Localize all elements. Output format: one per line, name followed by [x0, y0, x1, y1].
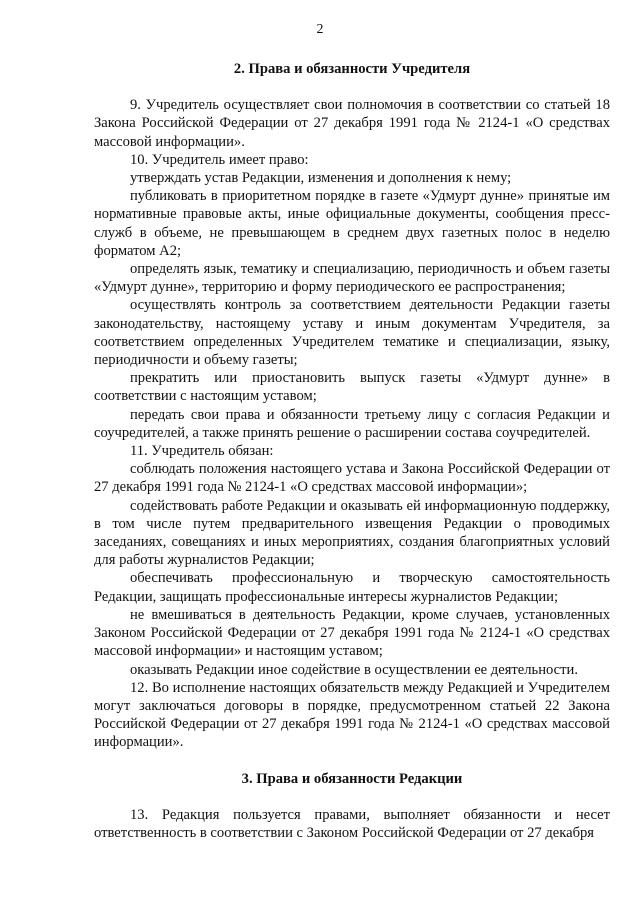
right-transfer-rights: передать свои права и обязанности третьему лицу с согласия Редакции и соучредителей, а также принять решение о расширении состава соучредителей.	[94, 406, 610, 441]
paragraph-9: 9. Учредитель осуществляет свои полномочия в соответствии со статьей 18 Закона Российской Федерации от 27 декабря 1991 года № 2124-1 «О средствах массовой информации».	[94, 97, 610, 150]
right-publish-acts: публиковать в приоритетном порядке в газете «Удмурт дунне» принятые им нормативные правовые акты, иные официальные документы, сообщения пресс-служб в объеме, не превышающем в среднем двух газетных полос в неделю форматом А2;	[94, 188, 610, 259]
duty-support-editorial: содействовать работе Редакции и оказывать ей информационную поддержку, в том числе путем предварительного извещения Редакции о проводимых заседаниях, совещаниях и иных мероприятиях, создания благоприятных условий для работы журналистов Редакции;	[94, 497, 610, 569]
section-3-heading: 3. Права и обязанности Редакции	[241, 770, 463, 787]
paragraph-11-intro: 11. Учредитель обязан:	[130, 443, 274, 460]
section-2-heading: 2. Права и обязанности Учредителя	[233, 61, 471, 77]
duty-other-assistance: оказывать Редакции иное содействие в осуществлении ее деятельности.	[130, 661, 578, 678]
duty-ensure-independence: обеспечивать профессиональную и творческую самостоятельность Редакции, защищать профессиональные интересы журналистов Редакции;	[94, 570, 610, 605]
right-define-language: определять язык, тематику и специализацию, периодичность и объем газеты «Удмурт дунне», территорию и форму периодического ее распространения;	[94, 261, 610, 296]
document-body	[94, 60, 610, 842]
paragraph-13: 13. Редакция пользуется правами, выполняет обязанности и несет ответственность в соответствии с Законом Российской Федерации от 27 декабря	[94, 806, 610, 841]
paragraph-12: 12. Во исполнение настоящих обязательств между Редакцией и Учредителем могут заключаться договоры в порядке, предусмотренном статьей 22 Закона Российской Федерации от 27 декабря 1991 года № 2124-1 «О средствах массовой информации».	[94, 679, 610, 751]
paragraph-10-intro: 10. Учредитель имеет право:	[130, 151, 309, 168]
right-control-activity: осуществлять контроль за соответствием деятельности Редакции газеты законодательству, настоящему уставу и иным документам Учредителя, за соответствием определенных Учредителем тематике и специализации, языку, периодичности и объему газеты;	[94, 297, 610, 369]
duty-no-interference: не вмешиваться в деятельность Редакции, кроме случаев, установленных Законом Российской Федерации от 27 декабря 1991 года № 2124-1 «О средствах массовой информации» и настоящим уставом;	[94, 606, 610, 660]
page-number: 2	[316, 22, 324, 37]
right-stop-publication: прекратить или приостановить выпуск газеты «Удмурт дунне» в соответствии с настоящим уставом;	[94, 370, 610, 405]
duty-comply-charter: соблюдать положения настоящего устава и Закона Российской Федерации от 27 декабря 1991 года № 2124-1 «О средствах массовой информации»;	[94, 461, 610, 496]
right-approve-charter: утверждать устав Редакции, изменения и дополнения к нему;	[130, 170, 512, 187]
